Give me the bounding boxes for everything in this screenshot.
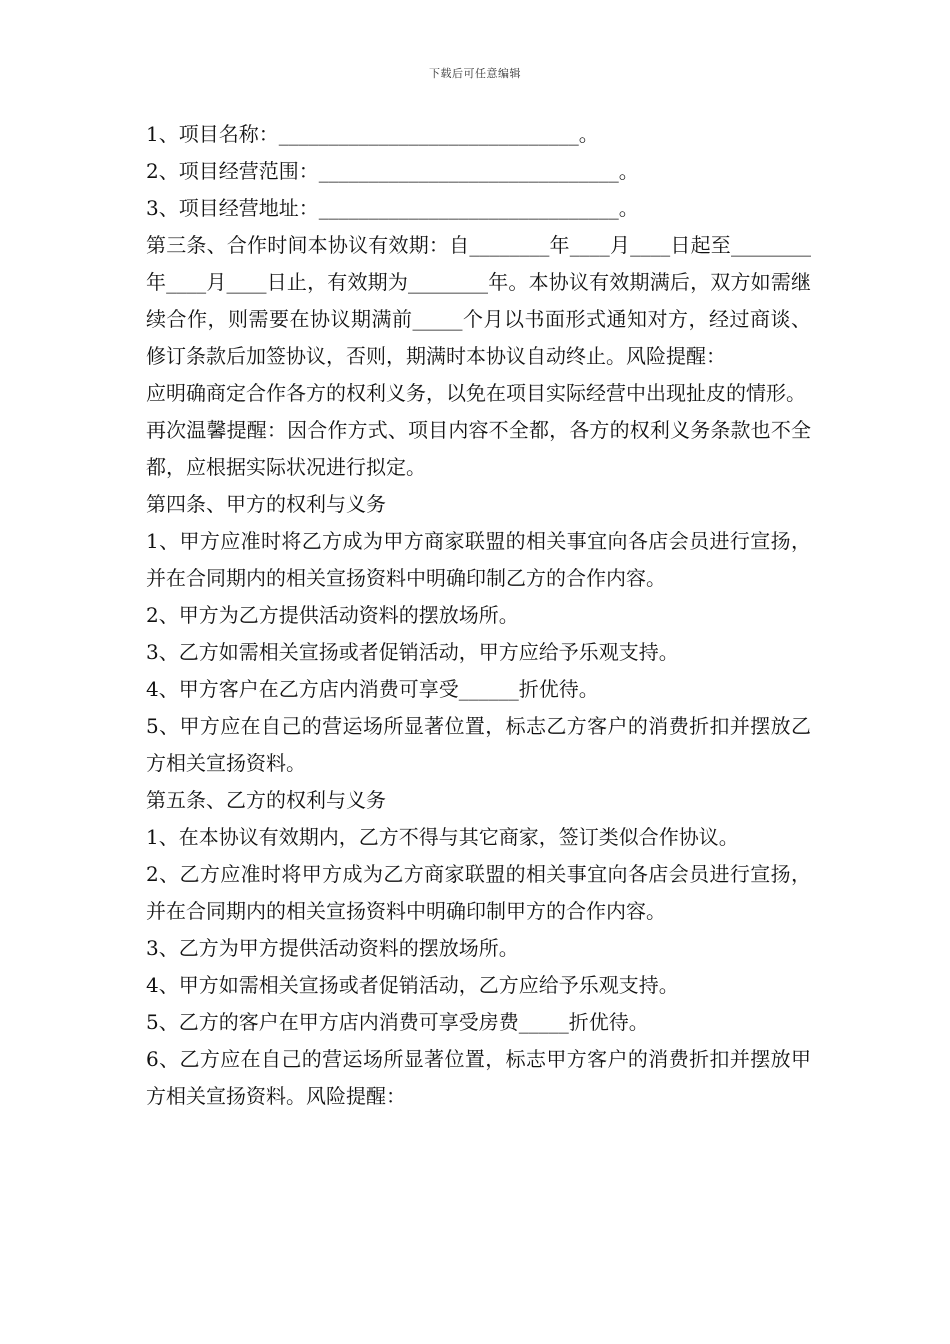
paragraph-party-b-clause-2: 2、乙方应准时将甲方成为乙方商家联盟的相关事宜向各店会员进行宣扬，并在合同期内的相关宣扬资料中明确印制甲方的合作内容。 xyxy=(146,862,811,923)
paragraph-risk-reminder: 应明确商定合作各方的权利义务，以免在项目实际经营中出现扯皮的情形。 xyxy=(146,381,806,405)
paragraph-warm-reminder: 再次温馨提醒：因合作方式、项目内容不全都，各方的权利义务条款也不全都，应根据实际状况进行拟定。 xyxy=(146,418,811,479)
section-heading-article-4: 第四条、甲方的权利与义务 xyxy=(146,492,386,516)
paragraph-party-b-clause-5: 5、乙方的客户在甲方店内消费可享受房费_____折优待。 xyxy=(146,1010,649,1034)
paragraph-party-a-clause-5: 5、甲方应在自己的营运场所显著位置，标志乙方客户的消费折扣并摆放乙方相关宣扬资料。 xyxy=(146,714,811,775)
paragraph-project-name: 1、项目名称：______________________________。 xyxy=(146,122,599,146)
paragraph-party-a-clause-3: 3、乙方如需相关宣扬或者促销活动，甲方应给予乐观支持。 xyxy=(146,640,679,664)
paragraph-party-a-clause-1: 1、甲方应准时将乙方成为甲方商家联盟的相关事宜向各店会员进行宣扬，并在合同期内的相关宣扬资料中明确印制乙方的合作内容。 xyxy=(146,529,811,590)
paragraph-business-address: 3、项目经营地址：______________________________。 xyxy=(146,196,639,220)
paragraph-party-b-clause-3: 3、乙方为甲方提供活动资料的摆放场所。 xyxy=(146,936,519,960)
paragraph-party-a-clause-2: 2、甲方为乙方提供活动资料的摆放场所。 xyxy=(146,603,519,627)
paragraph-party-a-clause-4: 4、甲方客户在乙方店内消费可享受______折优待。 xyxy=(146,677,599,701)
page-header: 下载后可任意编辑 xyxy=(429,67,521,80)
section-heading-article-5: 第五条、乙方的权利与义务 xyxy=(146,788,386,812)
paragraph-party-b-clause-1: 1、在本协议有效期内，乙方不得与其它商家，签订类似合作协议。 xyxy=(146,825,739,849)
paragraph-business-scope: 2、项目经营范围：______________________________。 xyxy=(146,159,639,183)
paragraph-article-3-term: 第三条、合作时间本协议有效期：自________年____月____日起至________年____月____日止，有效期为________年。本协议有效期满后，双方如需继续合作，则需要在协议期满前_____个月以书面形式通知对方，经过商谈、修订条款后加签协议，否则，期满时本协议自动终止。风险提醒： xyxy=(146,233,811,368)
paragraph-party-b-clause-4: 4、甲方如需相关宣扬或者促销活动，乙方应给予乐观支持。 xyxy=(146,973,679,997)
document-body xyxy=(146,116,811,1115)
paragraph-party-b-clause-6: 6、乙方应在自己的营运场所显著位置，标志甲方客户的消费折扣并摆放甲方相关宣扬资料。风险提醒： xyxy=(146,1047,811,1108)
